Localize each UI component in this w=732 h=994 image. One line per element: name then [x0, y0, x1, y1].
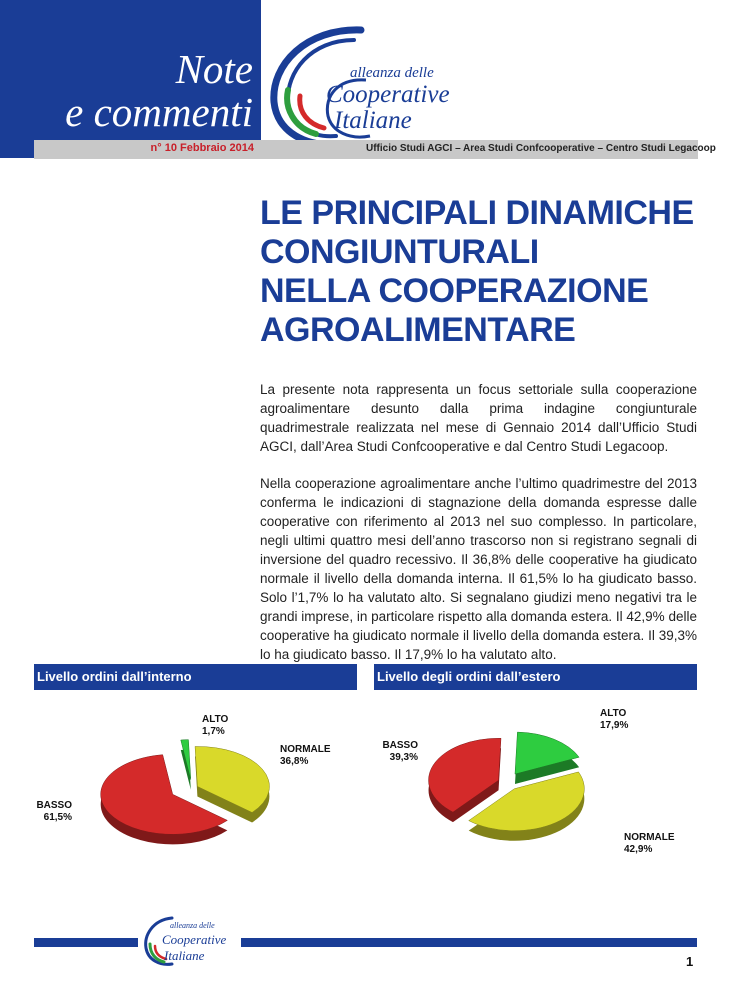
footer-logo-text-line1: alleanza delle — [170, 921, 215, 930]
pie-label-basso: BASSO — [36, 800, 72, 811]
footer-logo — [142, 914, 238, 968]
footer-logo-text-line3: Italiane — [164, 948, 205, 963]
pie-chart-interno — [34, 700, 374, 870]
pie-value-normale: 42,9% — [624, 844, 653, 855]
logo-text-line2: Cooperative — [326, 81, 450, 108]
pie-chart-estero — [374, 700, 714, 870]
issue-date: n° 10 Febbraio 2014 — [150, 142, 254, 154]
logo-text-line3: Italiane — [334, 107, 412, 134]
headline-line4: AGROALIMENTARE — [260, 311, 576, 349]
alleanza-logo — [266, 20, 466, 152]
headline-line2: CONGIUNTURALI — [260, 233, 539, 271]
series-title-line2: e commenti — [65, 89, 253, 135]
page-number: 1 — [686, 954, 694, 969]
intro-paragraph: La presente nota rappresenta un focus settoriale sulla cooperazione agroalimentare desunto dalla prima indagine congiunturale quadrimestrale realizzata nel mese di Gennaio 2014 dall’Ufficio Studi AGCI, dall’Area Studi Confcooperative e dal Centro Studi Legacoop. — [260, 382, 697, 454]
pie-value-basso: 61,5% — [43, 812, 72, 823]
pie-value-alto: 1,7% — [202, 726, 225, 737]
pie-value-normale: 36,8% — [280, 756, 309, 767]
pie-label-normale: NORMALE — [280, 744, 331, 755]
footer-logo-text-line2: Cooperative — [162, 932, 227, 947]
body-paragraph: Nella cooperazione agroalimentare anche l’ultimo quadrimestre del 2013 conferma le indicazioni di stagnazione della domanda espresse dalle cooperative con riferimento al 2013 nel suo complesso. In particolare, negli ultimi quattro mesi dell’anno trascorso non si registrano segnali di inversione del quadro recessivo. Il 36,8% delle cooperative ha giudicato normale il livello della domanda interna. Il 61,5% lo ha giudicato basso. Solo l’1,7% lo ha valutato alto. Si segnalano giudizi meno negativi tra le grandi imprese, in particolare rispetto alla domanda estera. Il 42,9% delle cooperative ha giudicato normale il livello della domanda estera. Il 39,3% lo ha giudicato basso. Il 17,9% lo ha valutato alto. — [260, 476, 697, 662]
series-title — [65, 48, 253, 134]
publisher-offices: Ufficio Studi AGCI – Area Studi Confcooperative – Centro Studi Legacoop — [366, 143, 716, 154]
pie-value-alto: 17,9% — [600, 720, 629, 731]
pie-label-alto: ALTO — [202, 714, 229, 725]
series-title-line1: Note — [175, 46, 253, 92]
pie-label-alto: ALTO — [600, 708, 627, 719]
headline-line1: LE PRINCIPALI DINAMICHE — [260, 194, 694, 232]
pie-label-basso: BASSO — [382, 740, 418, 751]
footer-rule-right — [241, 938, 697, 947]
pie-slice-alto — [181, 740, 191, 790]
footer-rule-left — [34, 938, 138, 947]
headline — [260, 194, 720, 350]
logo-text-line1: alleanza delle — [350, 65, 434, 81]
chart-title-estero: Livello degli ordini dall’estero — [374, 664, 697, 690]
chart-title-interno: Livello ordini dall’interno — [34, 664, 357, 690]
header-blue-block — [0, 0, 261, 158]
pie-value-basso: 39,3% — [389, 752, 418, 763]
headline-line3: NELLA COOPERAZIONE — [260, 272, 649, 310]
pie-label-normale: NORMALE — [624, 832, 675, 843]
footer-logo-swoosh — [142, 914, 238, 968]
